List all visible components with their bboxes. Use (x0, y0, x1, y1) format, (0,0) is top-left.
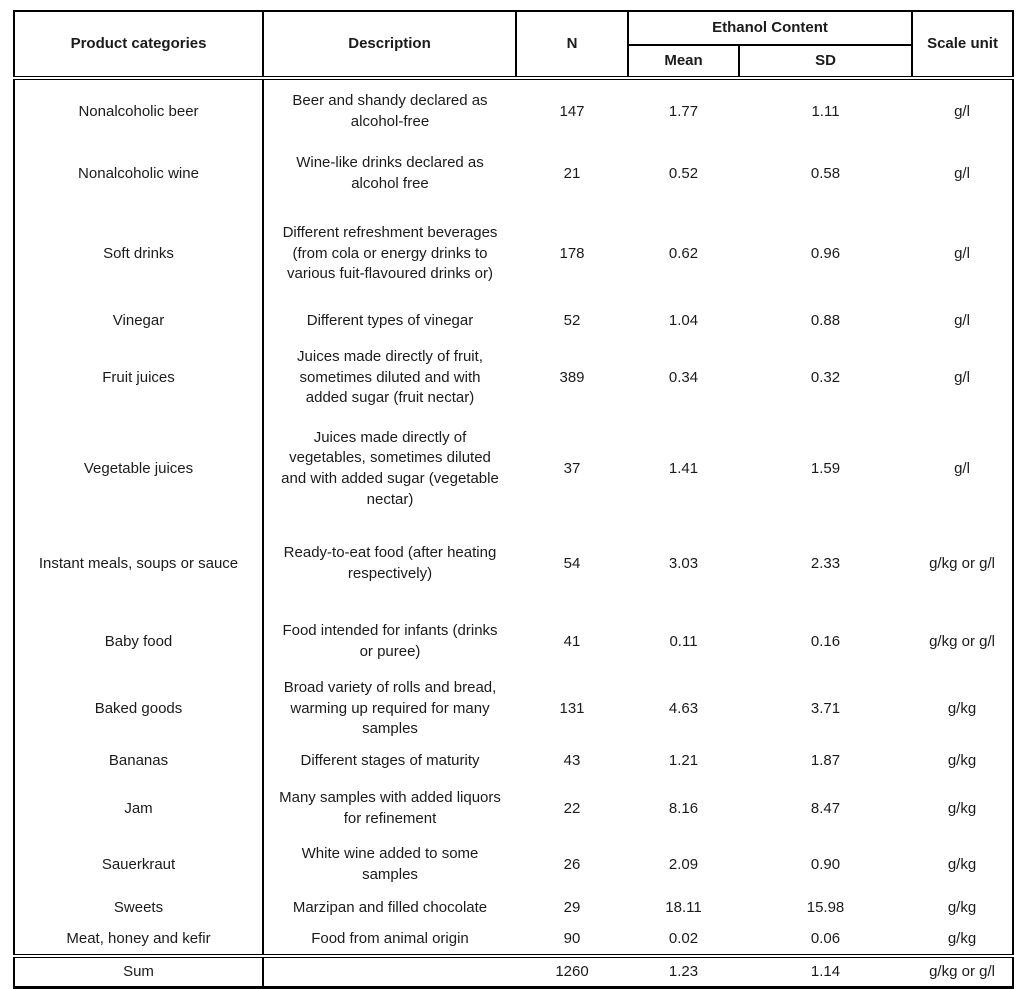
table-row (14, 742, 1013, 780)
cell-mean: 0.02 (668, 929, 699, 947)
cell-description: Different refreshment beverages (from cola or energy drinks to various fuit-flavoured drinks or) (282, 223, 498, 283)
cell-description: Food from animal origin (311, 929, 469, 947)
cell-category: Vinegar (14, 304, 263, 338)
cell-description: Wine-like drinks declared as alcohol free (296, 154, 484, 192)
cell-category: Jam (14, 780, 263, 838)
cell-mean: 0.62 (668, 244, 699, 262)
cell-description: Different types of vinegar (306, 311, 474, 329)
cell-n: 41 (563, 632, 581, 650)
cell-description: Juices made directly of vegetables, sometimes diluted and with added sugar (vegetable nectar) (281, 428, 499, 508)
cell-sd: 0.58 (810, 164, 841, 182)
cell-category: Baby food (14, 608, 263, 676)
cell-mean: 1.04 (668, 311, 699, 329)
cell-mean: 0.52 (668, 164, 699, 182)
cell-scale-unit: g/kg (947, 751, 977, 769)
cell-sd: 8.47 (810, 799, 841, 817)
cell-n: 147 (559, 102, 585, 120)
cell-sd: 0.96 (810, 244, 841, 262)
cell-n: 54 (563, 554, 581, 572)
table-row (14, 78, 1013, 144)
cell-description (263, 956, 516, 988)
table-footer (14, 956, 1013, 988)
table-body (14, 78, 1013, 956)
table-header (14, 11, 1013, 78)
cell-mean: 2.09 (668, 855, 699, 873)
cell-description: Different stages of maturity (300, 751, 480, 769)
cell-scale-unit: g/l (954, 244, 970, 262)
cell-sd: 2.33 (810, 554, 841, 572)
cell-mean: 4.63 (668, 699, 699, 717)
cell-n: 26 (563, 855, 581, 873)
cell-category: Sum (14, 956, 263, 988)
cell-sd: 1.14 (739, 956, 912, 988)
cell-mean: 1.77 (668, 102, 699, 120)
header-n: N (516, 11, 628, 78)
table-row (14, 892, 1013, 924)
cell-scale-unit: g/l (954, 164, 970, 182)
cell-sd: 15.98 (806, 898, 845, 916)
table-row (14, 924, 1013, 956)
cell-mean: 0.11 (669, 632, 698, 650)
cell-category: Fruit juices (14, 338, 263, 418)
cell-description: Beer and shandy declared as alcohol-free (292, 92, 488, 130)
cell-description: Broad variety of rolls and bread, warming up required for many samples (283, 679, 497, 738)
header-row-top (14, 11, 1013, 45)
cell-n: 43 (563, 751, 581, 769)
header-sd: SD (739, 45, 912, 78)
cell-sd: 1.87 (810, 751, 841, 769)
header-description: Description (263, 11, 516, 78)
cell-scale-unit: g/kg (947, 898, 977, 916)
cell-category: Sweets (14, 892, 263, 924)
cell-mean: 8.16 (668, 799, 699, 817)
cell-n: 29 (563, 898, 581, 916)
table-row (14, 608, 1013, 676)
table-row (14, 144, 1013, 204)
cell-description: Juices made directly of fruit, sometimes diluted and with added sugar (fruit nectar) (297, 347, 483, 407)
table-row (14, 838, 1013, 892)
cell-mean: 18.11 (665, 898, 702, 916)
cell-n: 52 (563, 311, 581, 329)
table-row (14, 418, 1013, 520)
cell-n: 21 (563, 164, 581, 182)
cell-description: Ready-to-eat food (after heating respectively) (283, 544, 497, 582)
header-ethanol-content: Ethanol Content (628, 11, 912, 45)
cell-sd: 1.11 (811, 102, 840, 120)
cell-n: 22 (563, 799, 581, 817)
cell-mean: 1.23 (628, 956, 739, 988)
cell-mean: 0.34 (668, 368, 699, 386)
sum-row (14, 956, 1013, 988)
table-row (14, 204, 1013, 304)
cell-sd: 0.06 (810, 929, 841, 947)
cell-category: Nonalcoholic wine (14, 144, 263, 204)
cell-category: Sauerkraut (14, 838, 263, 892)
ethanol-content-table (13, 10, 1014, 989)
cell-scale-unit: g/l (954, 311, 970, 329)
cell-sd: 0.90 (810, 855, 841, 873)
cell-sd: 0.32 (810, 368, 841, 386)
header-scale-unit: Scale unit (912, 11, 1013, 78)
cell-description: White wine added to some samples (301, 845, 479, 884)
cell-scale-unit: g/kg or g/l (929, 632, 995, 650)
cell-description: Marzipan and filled chocolate (292, 898, 488, 916)
cell-sd: 0.16 (810, 632, 841, 650)
cell-category: Baked goods (14, 676, 263, 742)
table-row (14, 304, 1013, 338)
table-row (14, 520, 1013, 608)
cell-scale-unit: g/kg or g/l (929, 554, 995, 572)
cell-n: 37 (563, 459, 581, 477)
header-mean: Mean (628, 45, 739, 78)
cell-n: 90 (563, 929, 581, 947)
cell-mean: 1.41 (668, 459, 699, 477)
header-product-categories: Product categories (14, 11, 263, 78)
cell-n: 178 (559, 244, 585, 262)
cell-n: 389 (559, 368, 585, 386)
cell-sd: 1.59 (810, 459, 841, 477)
cell-scale-unit: g/kg (947, 855, 977, 873)
cell-scale-unit: g/l (954, 368, 970, 386)
cell-scale-unit: g/l (954, 459, 970, 477)
cell-sd: 0.88 (810, 311, 841, 329)
table-row (14, 780, 1013, 838)
cell-category: Soft drinks (14, 204, 263, 304)
cell-scale-unit: g/kg or g/l (912, 956, 1013, 988)
cell-description: Many samples with added liquors for refinement (279, 789, 501, 828)
cell-category: Meat, honey and kefir (14, 924, 263, 956)
cell-scale-unit: g/l (954, 102, 970, 120)
cell-mean: 1.21 (668, 751, 699, 769)
cell-scale-unit: g/kg (947, 799, 977, 817)
cell-n: 131 (559, 699, 585, 717)
cell-category: Nonalcoholic beer (14, 78, 263, 144)
cell-category: Vegetable juices (14, 418, 263, 520)
cell-sd: 3.71 (810, 699, 841, 717)
table-row (14, 338, 1013, 418)
cell-n: 1260 (516, 956, 628, 988)
cell-category: Bananas (14, 742, 263, 780)
table-row (14, 676, 1013, 742)
cell-description: Food intended for infants (drinks or puree) (282, 622, 498, 660)
cell-scale-unit: g/kg (947, 929, 977, 947)
cell-category: Instant meals, soups or sauce (14, 520, 263, 608)
cell-mean: 3.03 (668, 554, 699, 572)
cell-scale-unit: g/kg (947, 699, 977, 717)
